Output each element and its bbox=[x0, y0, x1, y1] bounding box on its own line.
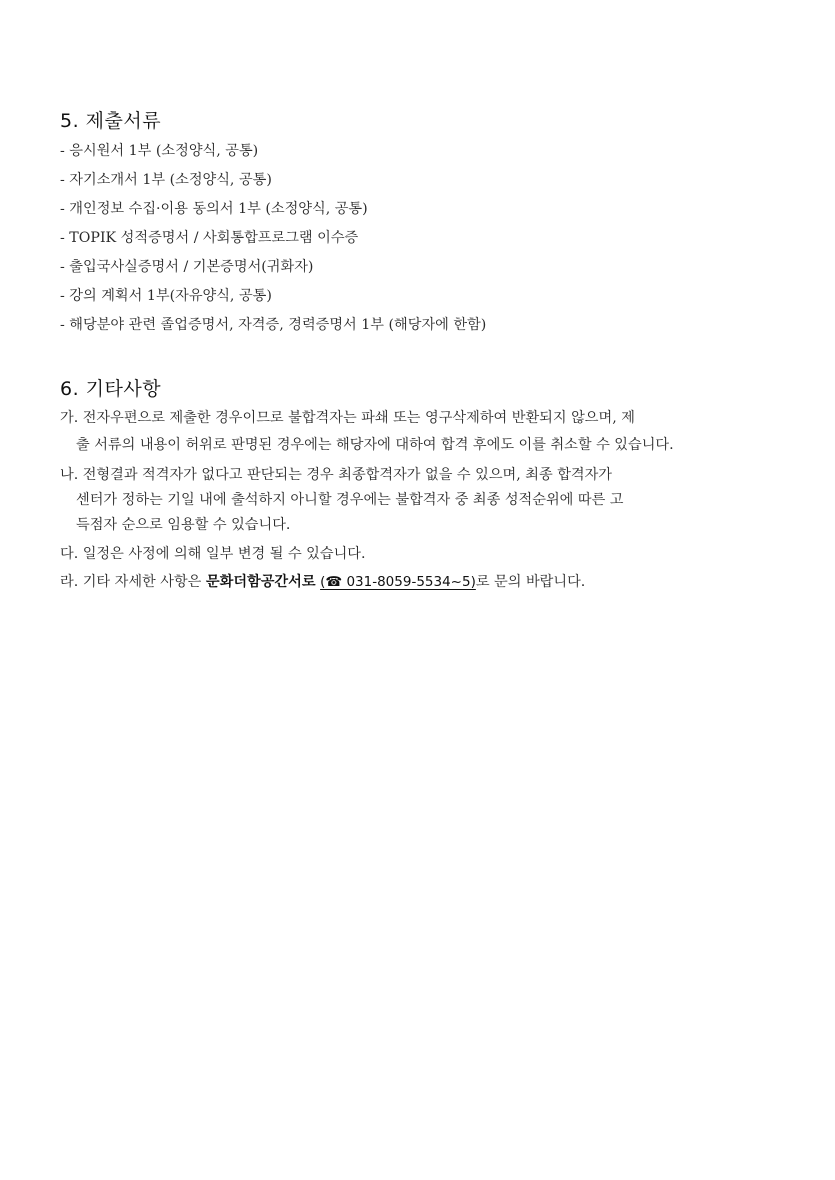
note-na-line-2: 센터가 정하는 기일 내에 출석하지 아니할 경우에는 불합격자 중 최종 성적순위에 따른 고 bbox=[76, 492, 624, 508]
list-item: - 자기소개서 1부 (소정양식, 공통) bbox=[60, 172, 272, 188]
list-item: - 해당분야 관련 졸업증명서, 자격증, 경력증명서 1부 (해당자에 한함) bbox=[60, 317, 487, 333]
contact-name: 문화더함공간서로 bbox=[205, 574, 316, 590]
list-item: - 응시원서 1부 (소정양식, 공통) bbox=[60, 143, 259, 159]
note-ga-line-1: 가. 전자우편으로 제출한 경우이므로 불합격자는 파쇄 또는 영구삭제하여 반환되지 않으며, 제 bbox=[60, 410, 635, 426]
list-item: - TOPIK 성적증명서 / 사회통합프로그램 이수증 bbox=[60, 230, 359, 246]
section-5-title: 5. 제출서류 bbox=[60, 110, 162, 132]
note-ra-prefix: 라. 기타 자세한 사항은 bbox=[60, 574, 206, 590]
note-na-line-3: 득점자 순으로 임용할 수 있습니다. bbox=[76, 517, 291, 533]
section-6-title: 6. 기타사항 bbox=[60, 378, 162, 400]
note-ra-suffix: 로 문의 바랍니다. bbox=[475, 574, 586, 590]
list-item: - 강의 계획서 1부(자유양식, 공통) bbox=[60, 288, 272, 304]
note-ra-line bbox=[60, 573, 585, 591]
list-item: - 출입국사실증명서 / 기본증명서(귀화자) bbox=[60, 259, 314, 275]
list-item: - 개인정보 수집·이용 동의서 1부 (소정양식, 공통) bbox=[60, 201, 368, 217]
contact-phone: (☎ 031-8059-5534~5) bbox=[320, 574, 476, 590]
note-da-line: 다. 일정은 사정에 의해 일부 변경 될 수 있습니다. bbox=[60, 546, 366, 562]
note-na-line-1: 나. 전형결과 적격자가 없다고 판단되는 경우 최종합격자가 없을 수 있으며, 최종 합격자가 bbox=[60, 467, 613, 483]
note-ga-line-2: 출 서류의 내용이 허위로 판명된 경우에는 해당자에 대하여 합격 후에도 이를 취소할 수 있습니다. bbox=[76, 437, 674, 453]
